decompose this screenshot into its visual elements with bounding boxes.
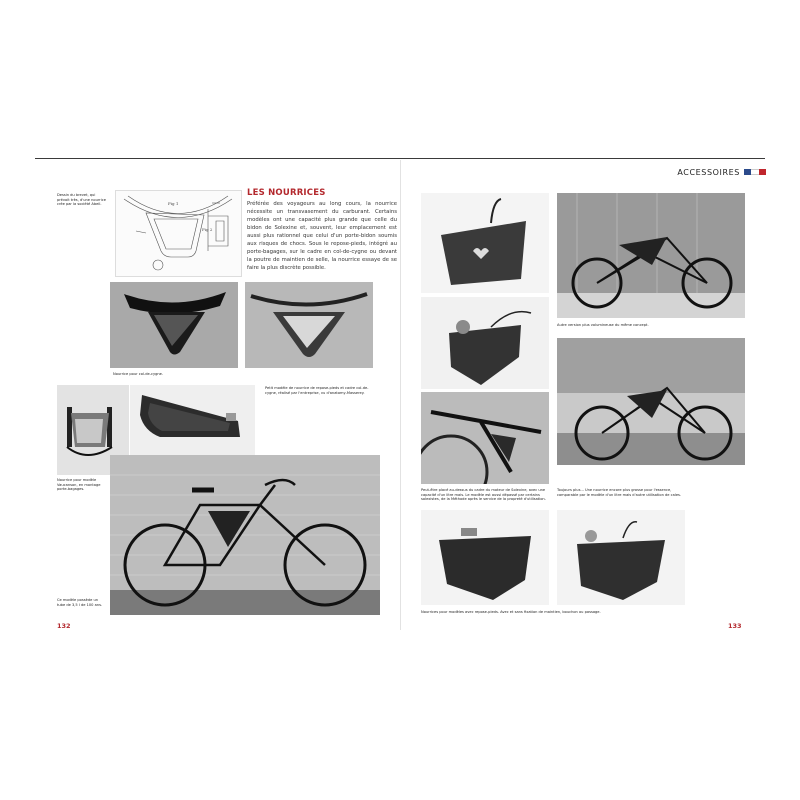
page-gutter	[400, 160, 401, 630]
moped-illustration	[557, 338, 745, 465]
top-rule	[35, 158, 765, 159]
caption-rack-tank: Nourrice pour modèle Vaucanson, en montage porte-bagages.	[57, 478, 101, 492]
photo-moped-garden	[557, 338, 745, 465]
tank-illustration	[421, 510, 549, 605]
photo-tank-with-handle	[421, 193, 549, 293]
photo-tank-footrest-2	[557, 510, 685, 605]
caption-bottom-right: Nourrices pour modèles avec repose-pieds. Avec et sans fixation de maintien, bouchon ou passage.	[421, 610, 601, 614]
fig-label-2: Fig 2	[202, 227, 213, 232]
french-flag-icon	[744, 169, 766, 175]
caption-right-top: Autre version plus volumineuse du même concept.	[557, 323, 649, 327]
page-number-right: 133	[728, 622, 742, 630]
tank-illustration	[110, 282, 238, 368]
article-body: Préférée des voyageurs au long cours, la nourrice nécessite un transvasement du carburant. Certains modèles ont une capacité plus grande que celle du bidon de Solexine et, souvent, leur emplacement est aussi plus rationnel que celui d'un porte-bidon soumis aux risques de chocs. Sous le repose-pieds, intégré au porte-bagages, sur le cadre en col-de-cygne ou devant la poutre de maintien de selle, la nourrice essaye de se faire la plus discrète possible.	[247, 201, 397, 271]
photo-gooseneck-tank-front	[110, 282, 238, 368]
photo-triangle-tank	[130, 385, 255, 455]
section-header	[676, 164, 766, 180]
caption-row3-right: Toujours plus... Une nourrice encore plus grosse pour l'essence, comparable par le modèle d'un litre mais d'autre utilisation de cales.	[557, 488, 682, 497]
patent-diagram	[115, 190, 242, 277]
caption-row3-left: Peut-être placé au-dessus du cadre du moteur de Solexine, avec une capacité d'un litre mais. Le modèle est aussi dépassé par certains solexistes, de la Méthode après le service de la propreté d'utilisation.	[421, 488, 546, 502]
article-title: LES NOURRICES	[247, 188, 326, 198]
caption-bottom-left: Ce modèle possède un tube de 3,5 l de 100 ans.	[57, 598, 103, 607]
tank-illustration	[557, 510, 685, 605]
section-label: ACCESSOIRES	[677, 167, 740, 177]
triangle-tank-illustration	[130, 385, 255, 455]
diagram-caption: Dessin du brevet, qui prévoit très, d'une nourrice crée par la société Abeil.	[57, 193, 106, 207]
tank-illustration	[421, 297, 549, 389]
patent-drawing	[116, 191, 241, 276]
bicycle-illustration	[110, 455, 380, 615]
photo-tank-on-frame	[421, 392, 549, 484]
photo-bicycle-with-tank	[110, 455, 380, 615]
caption-triangle-tank: Petit modèle de nourrice de repose-pieds et cadre col-de-cygne, réalisé par l'entreprise, vu d'anatomy-Masserey.	[265, 386, 369, 395]
page-number-left: 132	[57, 622, 71, 630]
tank-illustration	[245, 282, 373, 368]
caption-gooseneck: Nourrice pour col-de-cygne.	[113, 372, 164, 376]
photo-moped-parked-wall	[557, 193, 745, 318]
moped-illustration	[557, 193, 745, 318]
frame-illustration	[421, 392, 549, 484]
photo-tank-gauge	[421, 297, 549, 389]
photo-tank-footrest-1	[421, 510, 549, 605]
photo-gooseneck-tank-side	[245, 282, 373, 368]
tank-illustration	[421, 193, 549, 293]
fig-label-1: Fig 1	[168, 201, 179, 206]
